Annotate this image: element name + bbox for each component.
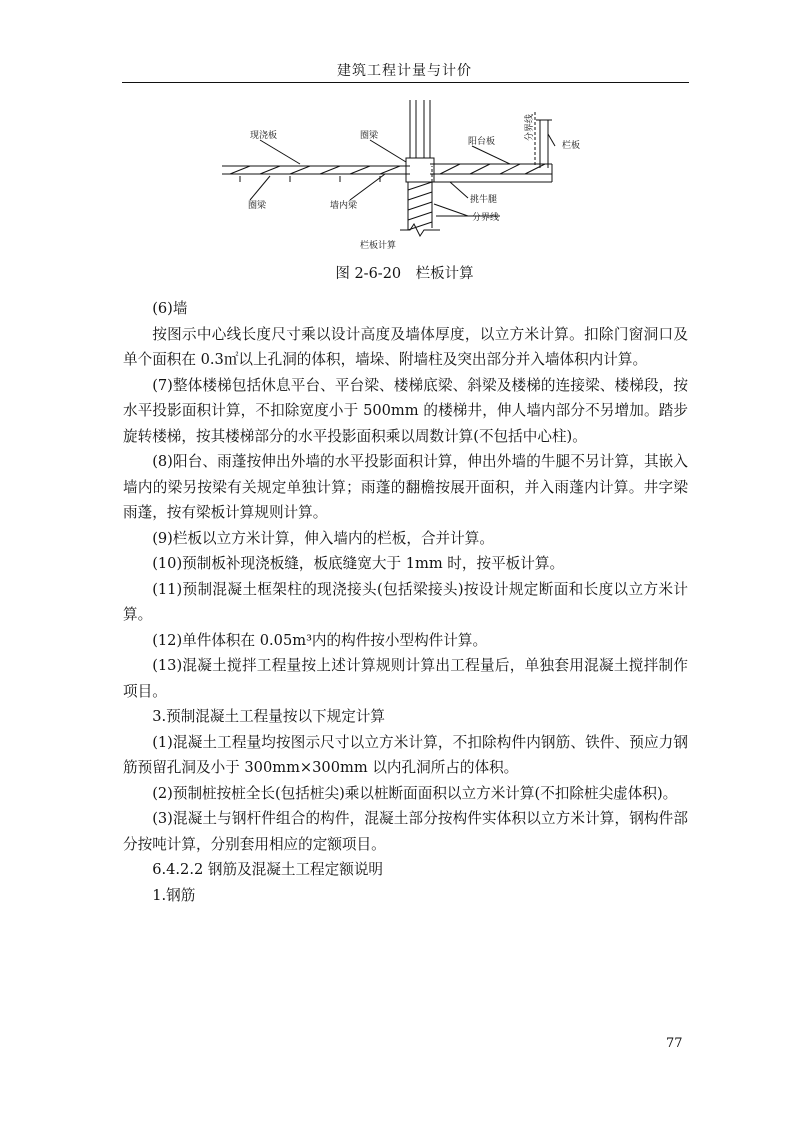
label-parapet: 栏板 — [562, 140, 581, 150]
paragraph: (8)阳台、雨蓬按伸出外墙的水平投影面积计算，伸出外墙的牛腿不另计算，其嵌入墙内的梁另按梁有关规定单独计算；雨蓬的翻檐按展开面积，并入雨蓬内计算。井字梁雨蓬，按有梁板计算规则计算。 — [123, 453, 688, 521]
label-boundary-horizontal: 分界线 — [472, 212, 500, 222]
label-wall-beam: 墙内梁 — [330, 200, 358, 210]
paragraph: (7)整体楼梯包括休息平台、平台梁、楼梯底梁、斜梁及楼梯的连接梁、楼梯段，按水平投影面积计算，不扣除宽度小于 500mm 的楼梯井，伸人墙内部分不另增加。踏步旋转楼梯，按其楼梯部分的水平投影面积乘以周数计算(不包括中心柱)。 — [123, 376, 688, 445]
paragraph: 按图示中心线长度尺寸乘以设计高度及墙体厚度，以立方米计算。扣除门窗洞口及单个面积在 0.3㎡以上孔洞的体积，墙垛、附墙柱及突出部分并入墙体积内计算。 — [123, 325, 688, 368]
paragraph: (1)混凝土工程量均按图示尺寸以立方米计算，不扣除构件内钢筋、铁件、预应力钢筋预留孔洞及小于 300mm×300mm 以内孔洞所占的体积。 — [123, 733, 688, 776]
paragraph: (2)预制桩按桩全长(包括桩尖)乘以桩断面面积以立方米计算(不扣除桩尖虚体积)。 — [152, 784, 678, 802]
paragraph: (6)墙 — [152, 300, 188, 317]
label-balcony-slab: 阳台板 — [468, 136, 496, 146]
paragraph: (3)混凝土与钢杆件组合的构件，混凝土部分按构件实体积以立方米计算，钢构件部分按吨计算，分别套用相应的定额项目。 — [123, 810, 688, 853]
page-number: 77 — [666, 1036, 683, 1051]
label-ring-beam-top: 圈梁 — [360, 130, 379, 140]
figure-caption: 图 2-6-20 栏板计算 — [335, 266, 474, 282]
body-text — [123, 296, 688, 908]
paragraph: 6.4.2.2 钢筋及混凝土工程定额说明 — [152, 861, 384, 878]
label-boundary-vertical: 分界线 — [524, 114, 534, 142]
label-figure-title: 栏板计算 — [360, 240, 397, 250]
parapet-diagram — [210, 100, 600, 255]
header-rule — [122, 82, 689, 83]
paragraph: (9)栏板以立方米计算，伸入墙内的栏板，合并计算。 — [152, 529, 494, 547]
label-cantilever-leg: 挑牛腿 — [470, 194, 498, 204]
paragraph: (10)预制板补现浇板缝，板底缝宽大于 1mm 时，按平板计算。 — [152, 555, 565, 572]
label-ring-beam-bottom: 圈梁 — [248, 200, 267, 210]
paragraph: (11)预制混凝土框架柱的现浇接头(包括梁接头)按设计规定断面和长度以立方米计算。 — [123, 580, 688, 623]
paragraph: 1.钢筋 — [152, 886, 196, 904]
paragraph: 3.预制混凝土工程量按以下规定计算 — [152, 708, 386, 725]
label-cast-slab: 现浇板 — [250, 130, 278, 140]
running-header: 建筑工程计量与计价 — [337, 63, 472, 79]
figure-parapet-calculation — [210, 100, 600, 255]
paragraph: (12)单件体积在 0.05m³内的构件按小型构件计算。 — [152, 631, 488, 649]
paragraph: (13)混凝土搅拌工程量按上述计算规则计算出工程量后，单独套用混凝土搅拌制作项目。 — [123, 657, 688, 700]
